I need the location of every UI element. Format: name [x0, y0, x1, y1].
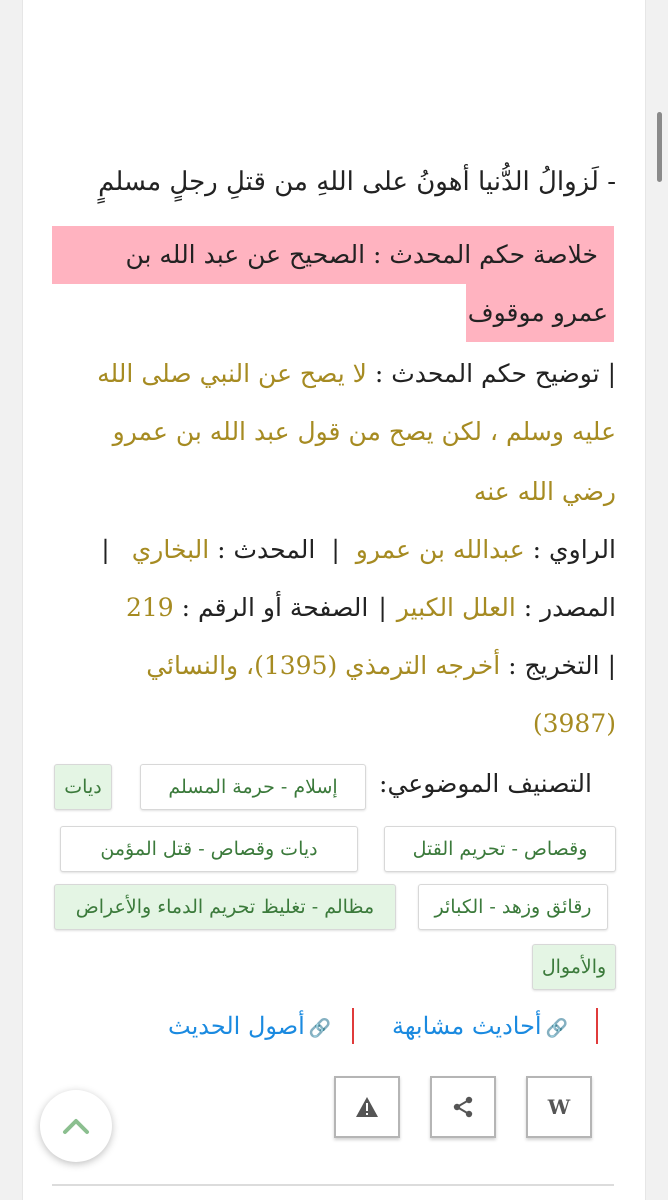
topic-tag[interactable]: مظالم - تغليظ تحريم الدماء والأعراض [54, 884, 396, 930]
explanation-value: لا يصح عن النبي صلى الله [97, 359, 367, 388]
topic-tag[interactable]: والأموال [532, 944, 616, 990]
takhrij-row [52, 638, 616, 694]
wiki-button[interactable] [526, 1076, 592, 1138]
similar-hadiths-link[interactable] [392, 1000, 568, 1052]
separator: | [378, 593, 387, 622]
similar-hadiths-label: أحاديث مشابهة [392, 1012, 542, 1040]
topic-tag-part: ديات وقصاص - [198, 838, 318, 860]
topic-tag[interactable]: ديات [54, 764, 112, 810]
source-row [52, 580, 616, 636]
share-icon [451, 1095, 475, 1119]
scholar-label: المحدث : [209, 535, 316, 564]
topic-tag[interactable]: وقصاص - تحريم القتل [384, 826, 616, 872]
topic-classification-label: التصنيف الموضوعي: [379, 769, 592, 798]
wiki-icon: W [547, 1095, 571, 1119]
topic-tag[interactable]: إسلام - حرمة المسلم [140, 764, 366, 810]
hadith-origins-label: أصول الحديث [168, 1012, 305, 1040]
takhrij-line2: (3987) [532, 709, 616, 738]
warning-icon [355, 1096, 379, 1118]
topic-tag-part: قتل المؤمن [100, 838, 193, 860]
separator: | [101, 535, 110, 564]
page-value: 219 [125, 593, 174, 622]
share-button[interactable] [430, 1076, 496, 1138]
scroll-to-top-button[interactable] [40, 1090, 112, 1162]
verdict-summary-line2 [466, 284, 614, 342]
verdict-summary-line1: خلاصة حكم المحدث : الصحيح عن عبد الله بن [125, 240, 598, 269]
hadith-text: - لَزوالُ الدُّنيا أهونُ على اللهِ من قتلِ رجلٍ مسلمٍ [98, 167, 616, 197]
source-value[interactable]: العلل الكبير [396, 593, 516, 622]
explanation-label: | توضيح حكم المحدث : [366, 359, 616, 388]
link-icon: 🔗 [308, 1018, 332, 1039]
topic-tag-combined[interactable] [60, 826, 358, 872]
link-icon: 🔗 [545, 1018, 568, 1039]
report-button[interactable] [334, 1076, 400, 1138]
verdict-explanation [52, 346, 616, 402]
scholar-value[interactable]: البخاري [131, 535, 210, 564]
page-label: الصفحة أو الرقم : [173, 593, 369, 622]
chevron-up-icon [61, 1116, 91, 1136]
verdict-summary [52, 226, 614, 284]
source-label: المصدر : [515, 593, 616, 622]
takhrij-value: أخرجه الترمذي (1395)، والنسائي [146, 651, 501, 680]
hadith-origins-link[interactable] [168, 1000, 331, 1052]
link-divider [596, 1008, 598, 1044]
link-divider [352, 1008, 354, 1044]
verdict-summary-text2: عمرو موقوف [467, 298, 608, 327]
explanation-line2: عليه وسلم ، لكن يصح من قول عبد الله بن عمرو [112, 417, 616, 446]
takhrij-label: | التخريج : [500, 651, 616, 680]
scrollbar[interactable] [657, 112, 662, 182]
explanation-line3: رضي الله عنه [473, 477, 616, 506]
topic-tag[interactable]: رقائق وزهد - الكبائر [418, 884, 608, 930]
narrator-row [52, 522, 616, 578]
narrator-label: الراوي : [524, 535, 616, 564]
narrator-value[interactable]: عبدالله بن عمرو [355, 535, 525, 564]
separator: | [331, 535, 340, 564]
divider [52, 1184, 614, 1186]
